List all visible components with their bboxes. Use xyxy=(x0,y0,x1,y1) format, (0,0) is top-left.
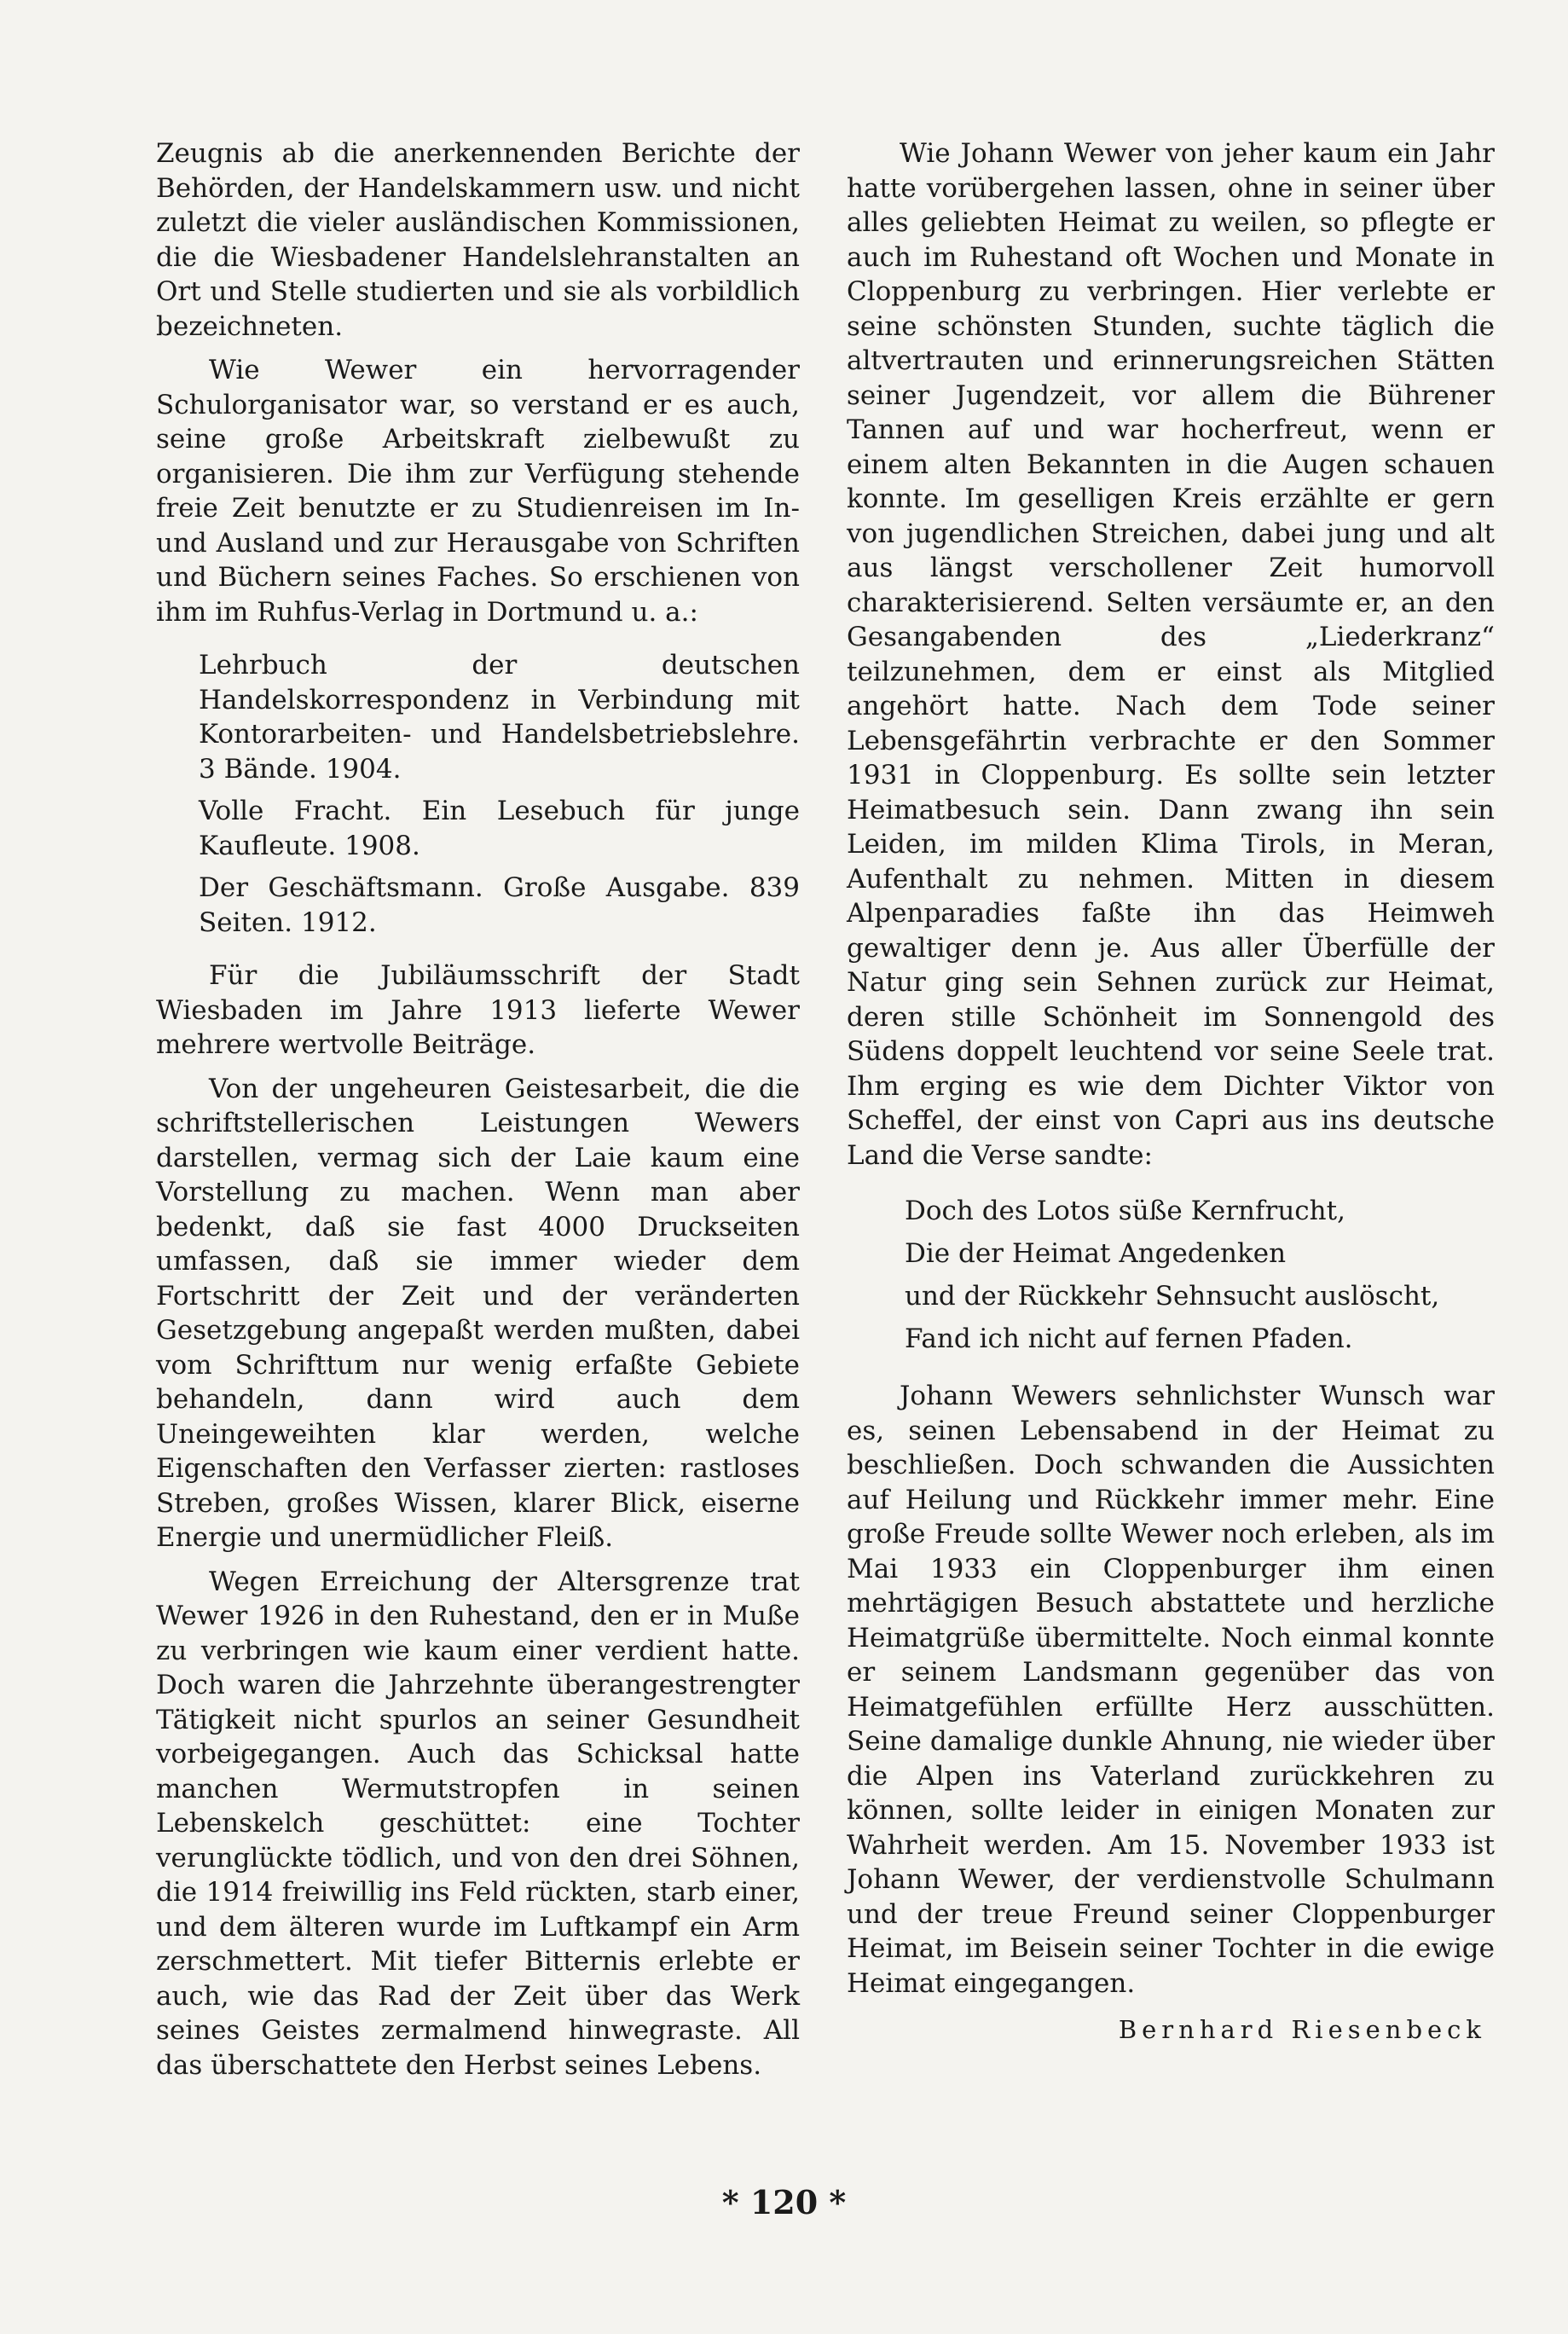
paragraph: Wie Wewer ein hervorragender Schulorganisator war, so verstand er es auch, seine große Arbeitskraft zielbewußt zu organisieren. Die ihm zur Verfügung stehende freie Zeit benutzte er zu Studienreisen im In- und Ausland und zur Herausgabe von Schriften und Büchern seines Faches. So erschienen von ihm im Ruhfus-Verlag in Dortmund u. a.: xyxy=(156,355,800,628)
book-entry: Der Geschäftsmann. Große Ausgabe. 839 Seiten. 1912. xyxy=(199,872,800,938)
verse-line: und der Rückkehr Sehnsucht auslöscht, xyxy=(905,1281,1440,1312)
paragraph: Wegen Erreichung der Altersgrenze trat Wewer 1926 in den Ruhestand, den er in Muße zu verbringen wie kaum einer verdient hatte. Doch waren die Jahrzehnte überangestrengter Tätigkeit nicht spurlos an seiner Gesundheit vorbeigegangen. Auch das Schicksal hatte manchen Wermutstropfen in seinen Lebenskelch geschüttet: eine Tochter verunglückte tödlich, und von den drei Söhnen, die 1914 freiwillig ins Feld rückten, starb einer, und dem älteren wurde im Luftkampf ein Arm zerschmettert. Mit tiefer Bitternis erlebte er auch, wie das Rad der Zeit über das Werk seines Geistes zermalmend hinwegraste. All das überschattete den Herbst seines Lebens. xyxy=(156,1566,800,2081)
author-signature: Bernhard Riesenbeck xyxy=(1118,2015,1486,2044)
book-entry: Volle Fracht. Ein Lesebuch für junge Kaufleute. 1908. xyxy=(199,796,800,861)
paragraph: Von der ungeheuren Geistesarbeit, die die schriftstellerischen Leistungen Wewers darstellen, vermag sich der Laie kaum eine Vorstellung zu machen. Wenn man aber bedenkt, daß sie fast 4000 Druckseiten umfassen, daß sie immer wieder dem Fortschritt der Zeit und der veränderten Gesetzgebung angepaßt werden mußten, dabei vom Schrifttum nur wenig erfaßte Gebiete behandeln, dann wird auch dem Uneingeweihten klar werden, welche Eigenschaften den Verfasser zierten: rastloses Streben, großes Wissen, klarer Blick, eiserne Energie und unermüdlicher Fleiß. xyxy=(156,1073,800,1553)
paragraph: Johann Wewers sehnlichster Wunsch war es, seinen Lebensabend in der Heimat zu beschließen. Doch schwanden die Aussichten auf Heilung und Rückkehr immer mehr. Eine große Freude sollte Wewer noch erleben, als im Mai 1933 ein Cloppenburger ihm einen mehrtägigen Besuch abstattete und herzliche Heimatgrüße übermittelte. Noch einmal konnte er seinem Landsmann gegenüber das von Heimatgefühlen erfüllte Herz ausschütten. Seine damalige dunkle Ahnung, nie wieder über die Alpen ins Vaterland zurückkehren zu können, sollte leider in einigen Monaten zur Wahrheit werden. Am 15. November 1933 ist Johann Wewer, der verdienstvolle Schulmann und der treue Freund seiner Cloppenburger Heimat, im Beisein seiner Tochter in die ewige Heimat eingegangen. xyxy=(847,1381,1495,1999)
verse-line: Doch des Lotos süße Kernfrucht, xyxy=(905,1196,1345,1226)
paragraph: Wie Johann Wewer von jeher kaum ein Jahr hatte vorübergehen lassen, ohne in seiner über alles geliebten Heimat zu weilen, so pflegte er auch im Ruhestand oft Wochen und Monate in Cloppenburg zu verbringen. Hier verlebte er seine schönsten Stunden, suchte täglich die altvertrauten und erinnerungsreichen Stätten seiner Jugendzeit, vor allem die Bührener Tannen auf und war hocherfreut, wenn er einem alten Bekannten in die Augen schauen konnte. Im geselligen Kreis erzählte er gern von jugendlichen Streichen, dabei jung und alt aus längst verschollener Zeit humorvoll charakterisierend. Selten versäumte er, an den Gesangabenden des „Liederkranz“ teilzunehmen, dem er einst als Mitglied angehört hatte. Nach dem Tode seiner Lebensgefährtin verbrachte er den Sommer 1931 in Cloppenburg. Es sollte sein letzter Heimatbesuch sein. Dann zwang ihn sein Leiden, im milden Klima Tirols, in Meran, Aufenthalt zu nehmen. Mitten in diesem Alpenparadies faßte ihn das Heimweh gewaltiger denn je. Aus aller Überfülle der Natur ging sein Sehnen zurück zur Heimat, deren stille Schönheit im Sonnengold des Südens doppelt leuchtend vor seine Seele trat. Ihm erging es wie dem Dichter Viktor von Scheffel, der einst von Capri aus ins deutsche Land die Verse sandte: xyxy=(847,138,1495,1171)
poem-verse xyxy=(905,1190,1495,1360)
verse-line: Die der Heimat Angedenken xyxy=(905,1238,1287,1269)
book-list xyxy=(199,648,800,940)
left-column xyxy=(156,136,800,2092)
verse-line: Fand ich nicht auf fernen Pfaden. xyxy=(905,1323,1353,1354)
paragraph: Für die Jubiläumsschrift der Stadt Wiesbaden im Jahre 1913 lieferte Wewer mehrere wertvolle Beiträge. xyxy=(156,960,800,1060)
book-entry: Lehrbuch der deutschen Handelskorrespondenz in Verbindung mit Kontorarbeiten- und Handelsbetriebslehre. 3 Bände. 1904. xyxy=(199,650,800,785)
page-number: * 120 * xyxy=(721,2183,847,2221)
paragraph: Zeugnis ab die anerkennenden Berichte der Behörden, der Handelskammern usw. und nicht zuletzt die vieler ausländischen Kommissionen, die die Wiesbadener Handelslehranstalten an Ort und Stelle studierten und sie als vorbildlich bezeichneten. xyxy=(156,138,800,342)
right-column xyxy=(847,136,1495,2047)
